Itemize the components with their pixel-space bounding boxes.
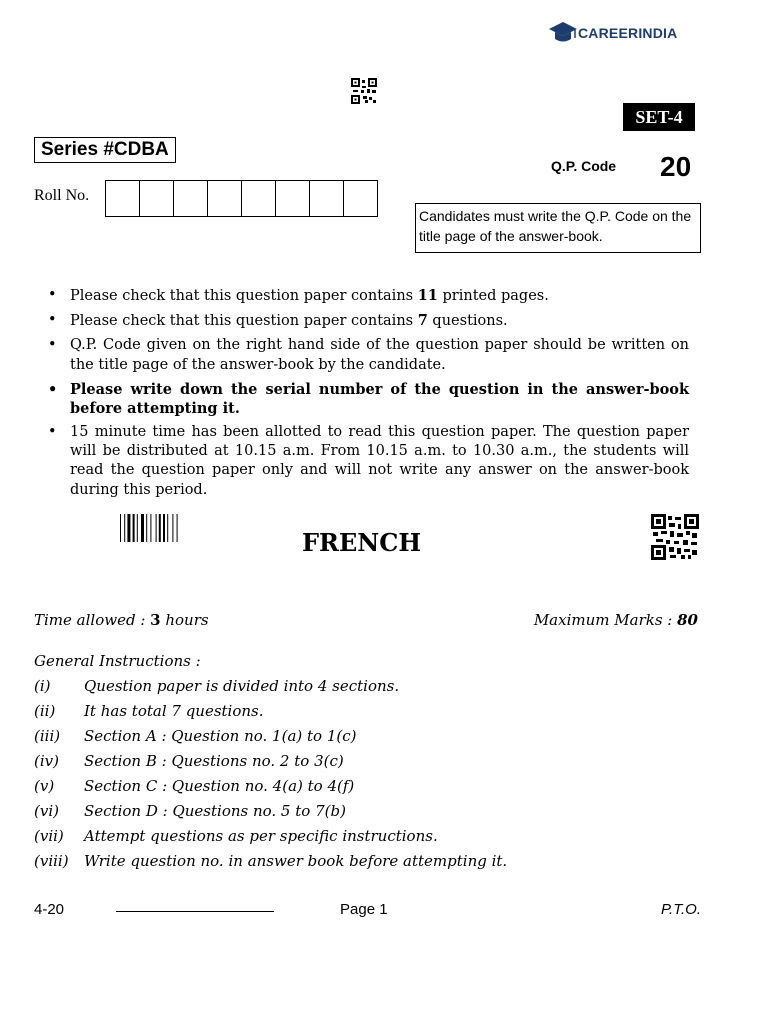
instruction-number: (iii) xyxy=(34,727,61,745)
instruction-text: Section C : Question no. 4(a) to 4(f) xyxy=(84,777,355,795)
instruction-text: Section D : Questions no. 5 to 7(b) xyxy=(84,802,346,820)
qr-code-icon xyxy=(651,514,699,560)
instruction-bullet: • Please check that this question paper contains 7 questions. xyxy=(48,311,689,331)
footer-page-number: Page 1 xyxy=(340,901,388,918)
roll-no-label: Roll No. xyxy=(34,187,90,204)
instruction-item xyxy=(34,701,507,726)
qp-code-note: Candidates must write the Q.P. Code on the title page of the answer-book. xyxy=(415,203,701,253)
instruction-text: Section B : Questions no. 2 to 3(c) xyxy=(84,752,344,770)
roll-no-box xyxy=(174,181,208,216)
general-instructions-title: General Instructions : xyxy=(34,652,201,670)
instruction-number: (vi) xyxy=(34,802,59,820)
series-label: Series #CDBA xyxy=(34,137,176,163)
instruction-bullets xyxy=(48,286,689,505)
instruction-number: (i) xyxy=(34,677,51,695)
instruction-item xyxy=(34,801,507,826)
instruction-bullet: • 15 minute time has been allotted to read this question paper. The question paper will be distributed at 10.15 a.m. From 10.15 a.m. to 10.30 a.m., the students will read the question paper only and will not write any answer on the answer-book during this period. xyxy=(48,423,689,500)
footer-pto: P.T.O. xyxy=(660,901,701,918)
instruction-item xyxy=(34,676,507,701)
instruction-item xyxy=(34,776,507,801)
instruction-number: (iv) xyxy=(34,752,59,770)
roll-no-box xyxy=(344,181,377,216)
instruction-number: (ii) xyxy=(34,702,56,720)
instruction-text: Section A : Question no. 1(a) to 1(c) xyxy=(84,727,357,745)
roll-no-box xyxy=(276,181,310,216)
qp-code-value: 20 xyxy=(660,151,692,182)
roll-no-box xyxy=(106,181,140,216)
roll-no-box xyxy=(140,181,174,216)
qp-code-label: Q.P. Code xyxy=(551,158,617,174)
roll-no-box xyxy=(310,181,344,216)
instruction-item xyxy=(34,751,507,776)
time-allowed: Time allowed : 3 hours xyxy=(34,611,209,629)
careerindia-logo xyxy=(548,20,677,46)
footer-rule xyxy=(116,911,274,912)
subject-title: FRENCH xyxy=(302,528,421,557)
instruction-text: Attempt questions as per specific instructions. xyxy=(84,827,438,845)
graduation-cap-icon xyxy=(548,20,578,46)
footer-code: 4-20 xyxy=(34,901,65,918)
instruction-bullet: • Please write down the serial number of the question in the answer-book before attempting it. xyxy=(48,380,689,418)
roll-no-box xyxy=(242,181,276,216)
roll-no-box xyxy=(208,181,242,216)
instruction-number: (viii) xyxy=(34,852,69,870)
time-marks-row xyxy=(34,611,698,629)
instruction-text: Question paper is divided into 4 sections. xyxy=(84,677,400,695)
general-instructions-list xyxy=(34,676,507,876)
instruction-bullet: • Q.P. Code given on the right hand side of the question paper should be written on the title page of the answer-book by the candidate. xyxy=(48,336,689,375)
instruction-number: (vii) xyxy=(34,827,64,845)
roll-no-boxes xyxy=(105,180,378,217)
maximum-marks: Maximum Marks : 80 xyxy=(533,611,698,629)
instruction-text: Write question no. in answer book before attempting it. xyxy=(84,852,508,870)
instruction-item xyxy=(34,826,507,851)
page-footer xyxy=(34,901,701,921)
barcode-icon xyxy=(120,514,180,542)
instruction-item xyxy=(34,726,507,751)
instruction-item xyxy=(34,851,507,876)
logo-text: CAREERINDIA xyxy=(578,25,678,41)
set-badge: SET-4 xyxy=(623,103,695,131)
instruction-number: (v) xyxy=(34,777,55,795)
instruction-bullet: • Please check that this question paper contains 11 printed pages. xyxy=(48,286,689,306)
qr-code-small-icon xyxy=(351,78,377,104)
instruction-text: It has total 7 questions. xyxy=(84,702,264,720)
